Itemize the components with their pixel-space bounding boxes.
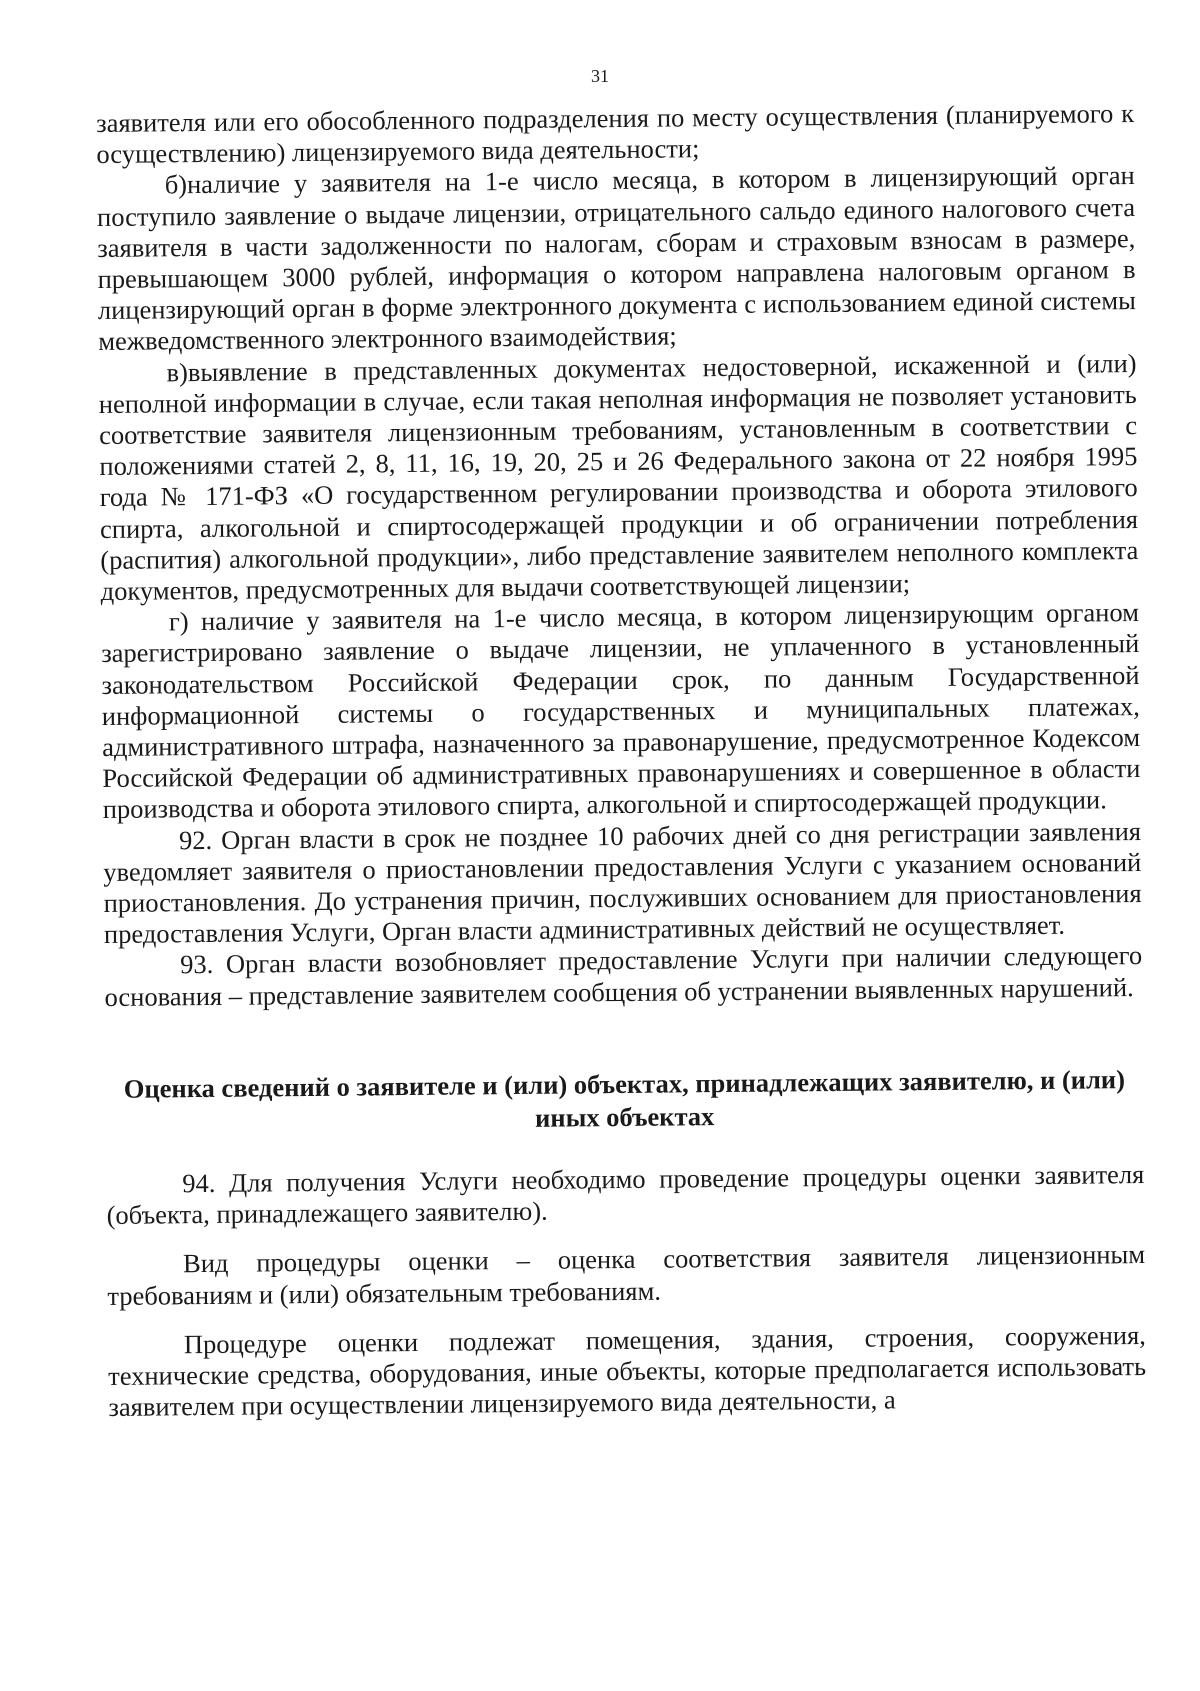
paragraph-continuation: заявителя или его обособленного подразделения по месту осуществления (планируемого к осуществлению) лицензируемого вида деятельности; <box>96 98 1135 170</box>
paragraph-assessment-type: Вид процедуры оценки – оценка соответствия заявителя лицензионным требованиям и (или) обязательным требованиям. <box>107 1239 1146 1311</box>
section-heading: Оценка сведений о заявителе и (или) объектах, принадлежащих заявителю, и (или) иных объектах <box>123 1064 1126 1133</box>
paragraph-item-g: г) наличие у заявителя на 1-е число месяца, в котором лицензирующим органом зарегистрировано заявление о выдаче лицензии, не уплаченного в установленный законодательством Российской Федерации срок, по данным Государственной информационной системы о государственных и муниципальных платежах, административного штрафа, назначенного за правонарушение, предусмотренное Кодексом Российской Федерации об административных правонарушениях и совершенное в области производства и оборота этилового спирта, алкогольной и спиртосодержащей продукции. <box>101 597 1141 825</box>
section-spacer <box>105 1003 1144 1073</box>
document-body <box>96 98 1147 1423</box>
paragraph-item-b: б)наличие у заявителя на 1-е число месяца, в котором в лицензирующий орган поступило заявление о выдаче лицензии, отрицательного сальдо единого налогового счета заявителя в части задолженности по налогам, сборам и страховым взносам в размере, превышающем 3000 рублей, информация о котором направлена налоговым органом в лицензирующий орган в форме электронного документа с использованием единой системы межведомственного электронного взаимодействия; <box>96 160 1137 357</box>
paragraph-93: 93. Орган власти возобновляет предоставление Услуги при наличии следующего основания – представление заявителем сообщения об устранении выявленных нарушений. <box>104 940 1143 1012</box>
paragraph-item-v: в)выявление в представленных документах недостоверной, искаженной и (или) неполной информации в случае, если такая неполная информация не позволяет установить соответствие заявителя лицензионным требованиям, установленным в соответствии с положениями статей 2, 8, 11, 16, 19, 20, 25 и 26 Федерального закона от 22 ноября 1995 года № 171-ФЗ «О государственном регулировании производства и оборота этилового спирта, алкогольной и спиртосодержащей продукции и об ограничении потребления (распития) алкогольной продукции», либо представление заявителем неполного комплекта документов, предусмотренных для выдачи соответствующей лицензии; <box>98 347 1139 607</box>
paragraph-94: 94. Для получения Услуги необходимо проведение процедуры оценки заявителя (объекта, принадлежащего заявителю). <box>106 1158 1145 1231</box>
page-number: 31 <box>591 66 609 86</box>
paragraph-92: 92. Орган власти в срок не позднее 10 рабочих дней со дня регистрации заявления уведомляет заявителя о приостановлении предоставления Услуги с указанием оснований приостановления. До устранения причин, послуживших основанием для приостановления предоставления Услуги, Орган власти административных действий не осуществляет. <box>103 815 1142 950</box>
paragraph-assessment-objects: Процедуре оценки подлежат помещения, здания, строения, сооружения, технические средства, оборудования, иные объекты, которые предполагается использовать заявителем при осуществлении лицензируемого вида деятельности, а <box>108 1319 1147 1423</box>
